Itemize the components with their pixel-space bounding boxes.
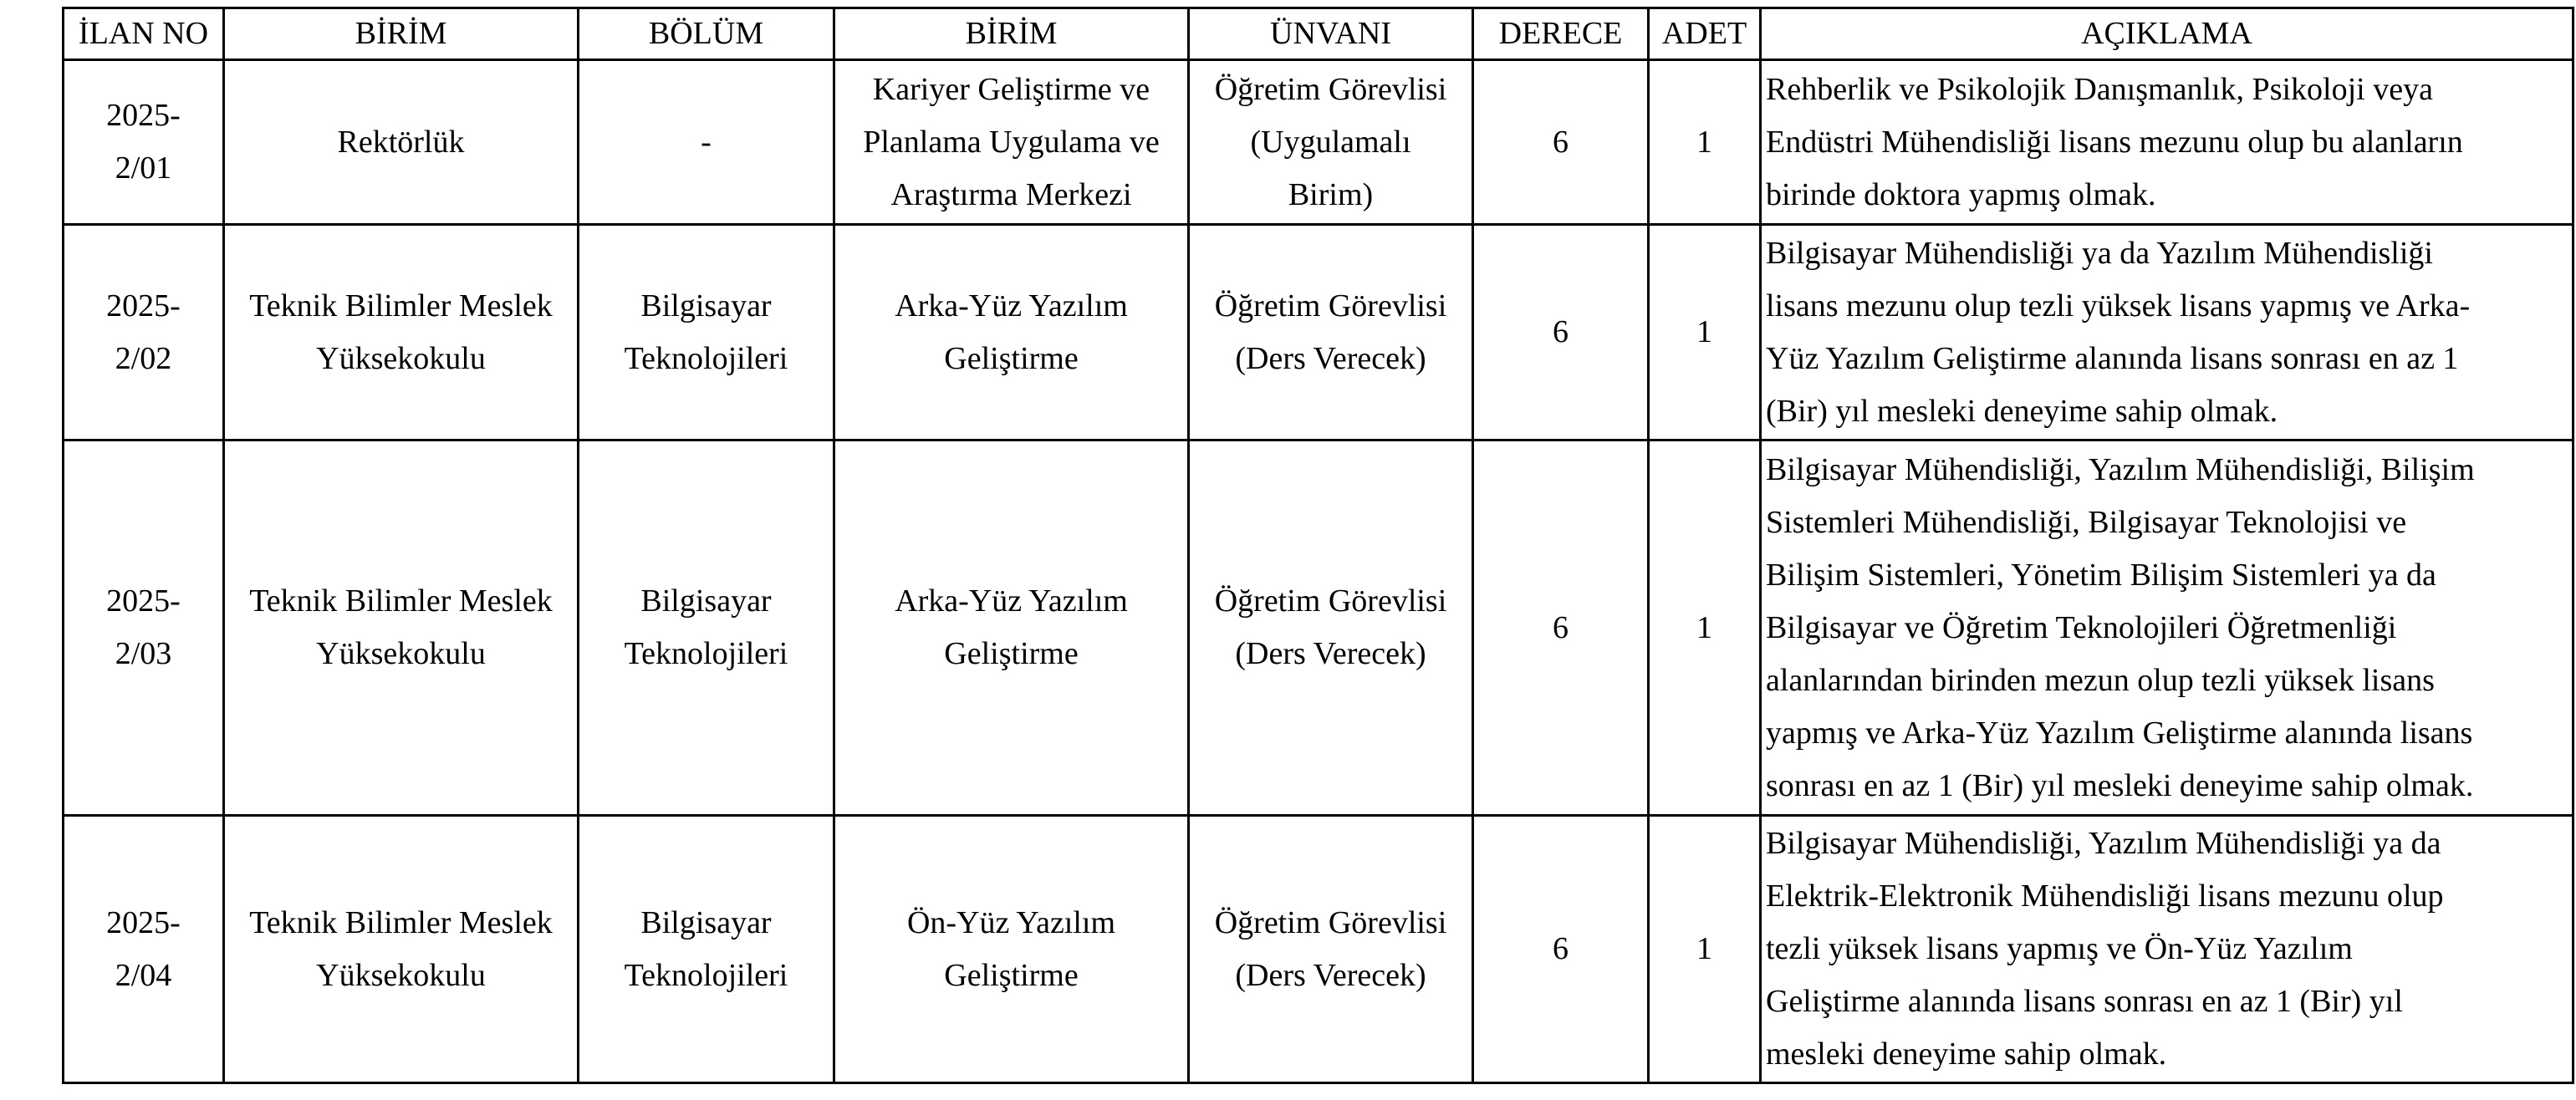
cell-birim [224,225,579,441]
cell-ilan-no [64,60,224,225]
header-aciklama: AÇIKLAMA [1761,8,2573,60]
cell-unvan-line: (Ders Verecek) [1235,340,1426,376]
job-listing-table [62,7,2574,1084]
cell-bolum [579,816,834,1083]
cell-aciklama-line: Rehberlik ve Psikolojik Danışmanlık, Psikoloji veya [1766,71,2433,107]
cell-adet: 1 [1649,60,1761,225]
cell-ilan-no [64,441,224,816]
cell-alt-birim [834,225,1189,441]
cell-bolum-line: - [701,124,712,160]
cell-aciklama [1761,225,2573,441]
cell-unvan-line: Birim) [1288,176,1374,212]
header-adet: ADET [1649,8,1761,60]
cell-birim [224,60,579,225]
cell-aciklama-line: tezli yüksek lisans yapmış ve Ön-Yüz Yazılım [1766,931,2353,966]
cell-unvan [1189,225,1473,441]
cell-alt-birim [834,441,1189,816]
cell-bolum-line: Bilgisayar [640,288,772,323]
cell-aciklama-line: yapmış ve Arka-Yüz Yazılım Geliştirme alanında lisans [1766,715,2473,751]
cell-derece: 6 [1473,225,1649,441]
cell-adet: 1 [1649,441,1761,816]
cell-ilan-no-line: 2025- [106,98,181,133]
cell-birim-line: Yüksekokulu [316,957,486,993]
cell-derece: 6 [1473,441,1649,816]
header-ilan-no: İLAN NO [64,8,224,60]
cell-birim-line: Yüksekokulu [316,340,486,376]
header-row [64,8,2573,60]
cell-ilan-no-line: 2025- [106,583,181,619]
cell-unvan-line: (Uygulamalı [1250,124,1411,160]
cell-unvan-line: Öğretim Görevlisi [1214,71,1447,107]
cell-bolum-line: Teknolojileri [624,957,788,993]
cell-aciklama-line: (Bir) yıl mesleki deneyime sahip olmak. [1766,393,2278,429]
table-body [64,60,2573,1083]
cell-alt-birim-line: Planlama Uygulama ve [863,124,1160,160]
cell-alt-birim [834,816,1189,1083]
cell-bolum-line: Teknolojileri [624,340,788,376]
cell-adet: 1 [1649,816,1761,1083]
cell-aciklama-line: Endüstri Mühendisliği lisans mezunu olup bu alanların [1766,124,2463,160]
cell-aciklama-line: sonrası en az 1 (Bir) yıl mesleki deneyime sahip olmak. [1766,767,2474,803]
cell-alt-birim-line: Ön-Yüz Yazılım [906,904,1116,940]
cell-ilan-no [64,816,224,1083]
cell-birim-line: Yüksekokulu [316,636,486,671]
cell-unvan [1189,816,1473,1083]
cell-aciklama-line: Geliştirme alanında lisans sonrası en az 1 (Bir) yıl [1766,984,2403,1019]
header-bolum: BÖLÜM [579,8,834,60]
cell-bolum-line: Teknolojileri [624,636,788,671]
cell-derece: 6 [1473,60,1649,225]
cell-alt-birim-line: Geliştirme [944,636,1079,671]
cell-aciklama-line: Bilgisayar Mühendisliği, Yazılım Mühendisliği ya da [1766,826,2441,861]
cell-aciklama-line: lisans mezunu olup tezli yüksek lisans yapmış ve Arka- [1766,288,2471,323]
cell-derece: 6 [1473,816,1649,1083]
cell-bolum [579,441,834,816]
cell-adet: 1 [1649,225,1761,441]
cell-aciklama-line: mesleki deneyime sahip olmak. [1766,1036,2167,1072]
table-row [64,60,2573,225]
cell-aciklama [1761,441,2573,816]
cell-aciklama [1761,816,2573,1083]
cell-aciklama-line: Bilgisayar Mühendisliği ya da Yazılım Mühendisliği [1766,235,2433,271]
cell-ilan-no-line: 2/01 [115,150,172,186]
cell-unvan-line: Öğretim Görevlisi [1214,288,1447,323]
cell-birim-line: Rektörlük [337,124,465,160]
cell-birim-line: Teknik Bilimler Meslek [249,904,553,940]
cell-alt-birim-line: Arka-Yüz Yazılım [895,583,1128,619]
cell-unvan-line: Öğretim Görevlisi [1214,583,1447,619]
header-birim: BİRİM [224,8,579,60]
cell-ilan-no-line: 2/02 [115,340,172,376]
cell-aciklama-line: alanlarından birinden mezun olup tezli yüksek lisans [1766,662,2435,698]
cell-bolum [579,60,834,225]
cell-unvan-line: (Ders Verecek) [1235,636,1426,671]
cell-alt-birim-line: Geliştirme [944,340,1079,376]
cell-ilan-no-line: 2025- [106,904,181,940]
cell-ilan-no-line: 2/03 [115,636,172,671]
cell-aciklama-line: Bilişim Sistemleri, Yönetim Bilişim Sistemleri ya da [1766,557,2436,593]
cell-bolum-line: Bilgisayar [640,904,772,940]
cell-birim [224,816,579,1083]
cell-ilan-no-line: 2/04 [115,957,172,993]
cell-alt-birim-line: Arka-Yüz Yazılım [895,288,1128,323]
cell-aciklama [1761,60,2573,225]
header-derece: DERECE [1473,8,1649,60]
cell-birim-line: Teknik Bilimler Meslek [249,288,553,323]
cell-alt-birim [834,60,1189,225]
cell-birim [224,441,579,816]
cell-alt-birim-line: Araştırma Merkezi [890,176,1132,212]
cell-alt-birim-line: Kariyer Geliştirme ve [872,71,1150,107]
cell-birim-line: Teknik Bilimler Meslek [249,583,553,619]
cell-aciklama-line: birinde doktora yapmış olmak. [1766,176,2156,212]
cell-aciklama-line: Elektrik-Elektronik Mühendisliği lisans mezunu olup [1766,878,2444,914]
header-alt-birim: BİRİM [834,8,1189,60]
table-row [64,225,2573,441]
table-row [64,441,2573,816]
cell-aciklama-line: Sistemleri Mühendisliği, Bilgisayar Teknolojisi ve [1766,504,2407,540]
cell-ilan-no-line: 2025- [106,288,181,323]
cell-aciklama-line: Bilgisayar Mühendisliği, Yazılım Mühendisliği, Bilişim [1766,451,2475,487]
cell-aciklama-line: Yüz Yazılım Geliştirme alanında lisans sonrası en az 1 [1766,340,2459,376]
table-row [64,816,2573,1083]
cell-bolum-line: Bilgisayar [640,583,772,619]
cell-bolum [579,225,834,441]
cell-alt-birim-line: Geliştirme [944,957,1079,993]
cell-unvan [1189,60,1473,225]
cell-unvan-line: (Ders Verecek) [1235,957,1426,993]
cell-ilan-no [64,225,224,441]
cell-unvan-line: Öğretim Görevlisi [1214,904,1447,940]
cell-aciklama-line: Bilgisayar ve Öğretim Teknolojileri Öğretmenliği [1766,609,2397,645]
cell-unvan [1189,441,1473,816]
header-unvan: ÜNVANI [1189,8,1473,60]
